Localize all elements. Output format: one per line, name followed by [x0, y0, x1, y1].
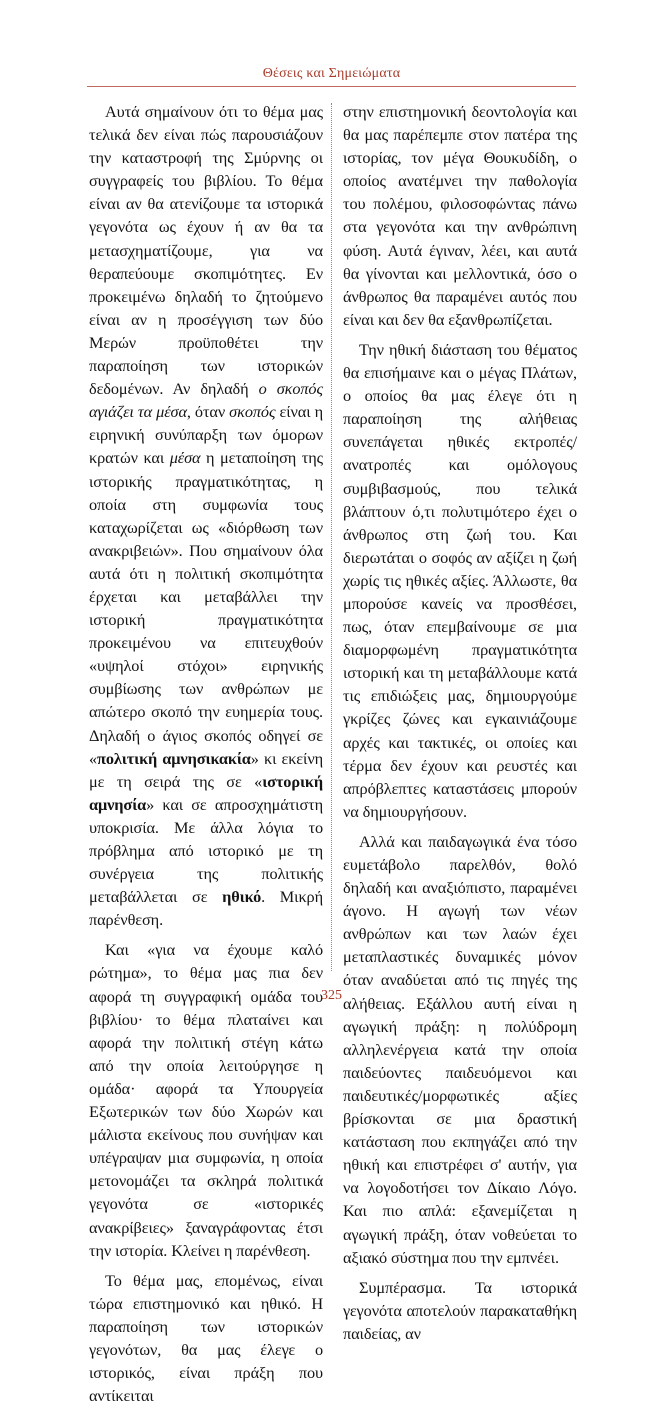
text-run: . Μικρή παρένθεση. [89, 887, 323, 930]
bold-word: ηθικό [222, 887, 262, 907]
right-paragraph-1: στην επιστημονική δεοντολογία και θα μας παρέπεμπε στον πατέρα της ιστορίας, τον μέγα Θουκυδίδη, ο οποίος ανατέμνει την παθολογία του πολέμου, φιλοσοφώντας πάνω στα γεγονότα και την ανθρώπινη φύση. Αυτά έγιναν, λέει, και αυτά θα γίνονται και μελλοντικά, όσο ο άνθρωπος θα παραμένει αυτός που είναι και δεν θα εξανθρωπίζεται. [343, 102, 577, 329]
text-run: , όταν [186, 402, 230, 422]
right-paragraph-2: Την ηθική διάσταση του θέματος θα επισήμαινε και ο μέγας Πλάτων, ο οποίος θα μας έλεγε ότι η παραποίηση της αλήθειας συνεπάγεται ηθικές εκτροπές/ανατροπές και ομόλογους συμβιβασμούς, που τελικά βλάπτουν ό,τι πολυτιμότερο έχει ο άνθρωπος στη ζωή του. Και διερωτάται ο σοφός αν αξίζει η ζωή χωρίς τις ηθικές αξίες. Άλλωστε, θα μπορούσε κανείς να προσθέσει, πως, όταν επεμβαίνουμε σε μια διαμορφωμένη πραγματικότητα ιστορική και τη μεταβάλλουμε κατά τις επιδιώξεις μας, δημιουργούμε γκρίζες ζώνες και εγκαινιάζουμε αρχές και τακτικές, οι οποίες και τέρμα δεν έχουν και ρευστές και απρόβλεπτες καταστάσεις μπορούν να δημιουργήσουν. [343, 339, 577, 821]
italic-phrase: ο σκοπός αγιάζει τα μέσα [89, 379, 323, 422]
text-run: Αυτά σημαίνουν ότι το θέμα μας τελικά δεν είναι πώς παρουσιάζουν την καταστροφή της Σμύρνης οι συγγραφείς του βιβλίου. Το θέμα είναι αν θα ατενίζουμε τα ιστορικά γεγονότα ως έχουν ή αν θα τα μετασχηματίζουμε, για να θεραπεύουμε σκοπιμότητες. Εν προκειμένω δηλαδή το ζητούμενο είναι αν η προσέγγιση των δύο Μερών προϋποθέτει την παραποίηση των ιστορικών δεδομένων. Αν δηλαδή [89, 102, 323, 399]
bold-phrase: ιστορική αμνησία [89, 771, 323, 814]
right-paragraph-4: Συμπέρασμα. Τα ιστορικά γεγονότα αποτελούν παρακαταθήκη παιδείας, αν [343, 1277, 577, 1343]
column-divider [331, 103, 332, 971]
left-paragraph-3: Το θέμα μας, επομένως, είναι τώρα επιστημονικό και ηθικό. Η παραποίηση των ιστορικών γεγονότων, θα μας έλεγε ο ιστορικός, είναι πράξη που αντίκειται [89, 1270, 323, 1406]
header-rule [87, 86, 576, 87]
text-run: » κι εκείνη με τη σειρά της σε « [89, 748, 323, 791]
left-column [89, 100, 323, 1414]
page-number: 325 [321, 988, 342, 1003]
left-paragraph-2: Και «για να έχουμε καλό ρώτημα», το θέμα μας πια δεν αφορά τη συγγραφική ομάδα του βιβλίου· το θέμα πλαταίνει και αφορά την πολιτική στέγη κάτω από την οποία λειτούργησε η ομάδα· αφορά τα Υπουργεία Εξωτερικών των δύο Χωρών και μάλιστα εκείνους που συνήψαν και υπέγραψαν μια συμφωνία, η οποία μετονομάζει τα σκληρά πολιτικά γεγονότα σε «ιστορικές ανακρίβειες» ξαναγράφοντας έτσι την ιστορία. Κλείνει η παρένθεση. [89, 940, 323, 1260]
text-run: είναι η ειρηνική συνύπαρξη των όμορων κρατών και [89, 402, 323, 468]
italic-word: μέσα [169, 448, 201, 468]
text-run: » και σε απροσχημάτιστη υποκρισία. Με άλλα λόγια το πρόβλημα από ιστορικό με τη συνέργεια της πολιτικής μεταβάλλεται σε [89, 794, 323, 907]
text-run: η μεταποίηση της ιστορικής πραγματικότητας, η οποία στη συμφωνία τους καταχωρίζεται ως «διόρθωση των ανακριβειών». Που σημαίνουν όλα αυτά ότι η πολιτική σκοπιμότητα έρχεται και μεταβάλλει την ιστορική πραγματικότητα προκειμένου να επιτευχθούν «υψηλοί στόχοι» ειρηνικής συμβίωσης των ανθρώπων με απώτερο σκοπό την ευημερία τους. Δηλαδή ο άγιος σκοπός οδηγεί σε « [89, 448, 323, 768]
italic-word: σκοπός [229, 402, 276, 422]
right-paragraph-3: Αλλά και παιδαγωγικά ένα τόσο ευμετάβολο παρελθόν, θολό δηλαδή και αναξιόπιστο, παραμένει άγονο. Η αγωγή των νέων ανθρώπων και των λαών έχει μεταπλαστικές δυναμικές μόνον όταν αναδύεται από τις πηγές της αλήθειας. Εξάλλου αυτή είναι η αγωγική πράξη: η πολύδρομη αλληλενέργεια κατά την οποία παιδεύοντες παιδευόμενοι και παιδευτικές/μορφωτικές αξίες βρίσκονται σε μια δραστική κατάσταση που εκπηγάζει από την ηθική και επιστρέφει σ' αυτήν, για να λογοδοτήσει τον Δίκαιο Λόγο. Και πιο απλά: εξανεμίζεται η αγωγική πράξη, όταν νοθεύεται το αξιακό σύστημα που την εμπνέει. [343, 831, 577, 1267]
running-header: Θέσεις και Σημειώματα [262, 66, 401, 81]
left-paragraph-1 [89, 100, 323, 931]
bold-phrase: πολιτική αμνησικακία [97, 748, 251, 768]
right-column [343, 100, 577, 1352]
